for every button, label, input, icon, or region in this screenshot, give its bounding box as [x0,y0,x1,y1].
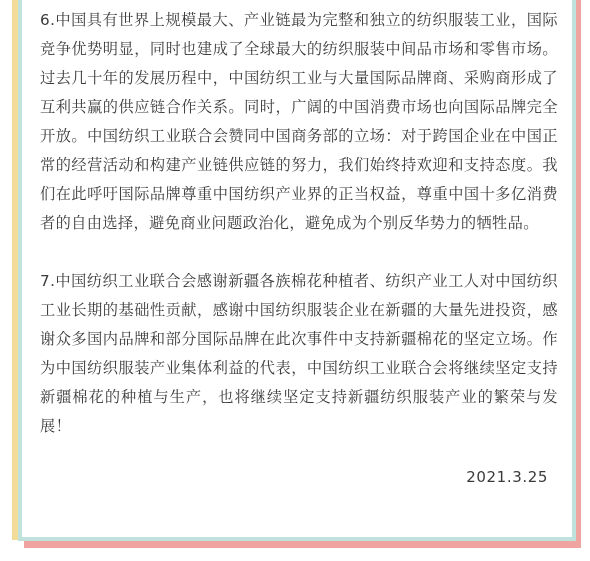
article-date: 2021.3.25 [466,468,548,486]
paragraph-7: 7.中国纺织工业联合会感谢新疆各族棉花种植者、纺织产业工人对中国纺织工业长期的基础性贡献，感谢中国纺织服装企业在新疆的大量先进投资，感谢众多国内品牌和部分国际品牌在此次事件中支持新疆棉花的坚定立场。作为中国纺织服装产业集体利益的代表，中国纺织工业联合会将继续坚定支持新疆棉花的种植与生产，也将继续坚定支持新疆纺织服装产业的繁荣与发展！ [40,272,558,435]
right-accent-bar [576,0,581,548]
paragraph-6: 6.中国具有世界上规模最大、产业链最为完整和独立的纺织服装工业，国际竞争优势明显，同时也建成了全球最大的纺织服装中间品市场和零售市场。过去几十年的发展历程中，中国纺织工业与大量国际品牌商、采购商形成了互利共赢的供应链合作关系。同时，广阔的中国消费市场也向国际品牌完全开放。中国纺织工业联合会赞同中国商务部的立场：对于跨国企业在中国正常的经营活动和构建产业链供应链的努力，我们始终持欢迎和支持态度。我们在此呼吁国际品牌尊重中国纺织产业界的正当权益，尊重中国十多亿消费者的自由选择，避免商业问题政治化，避免成为个别反华势力的牺牲品。 [40,11,558,232]
bottom-accent-bar [24,541,581,548]
article-body [40,6,558,441]
